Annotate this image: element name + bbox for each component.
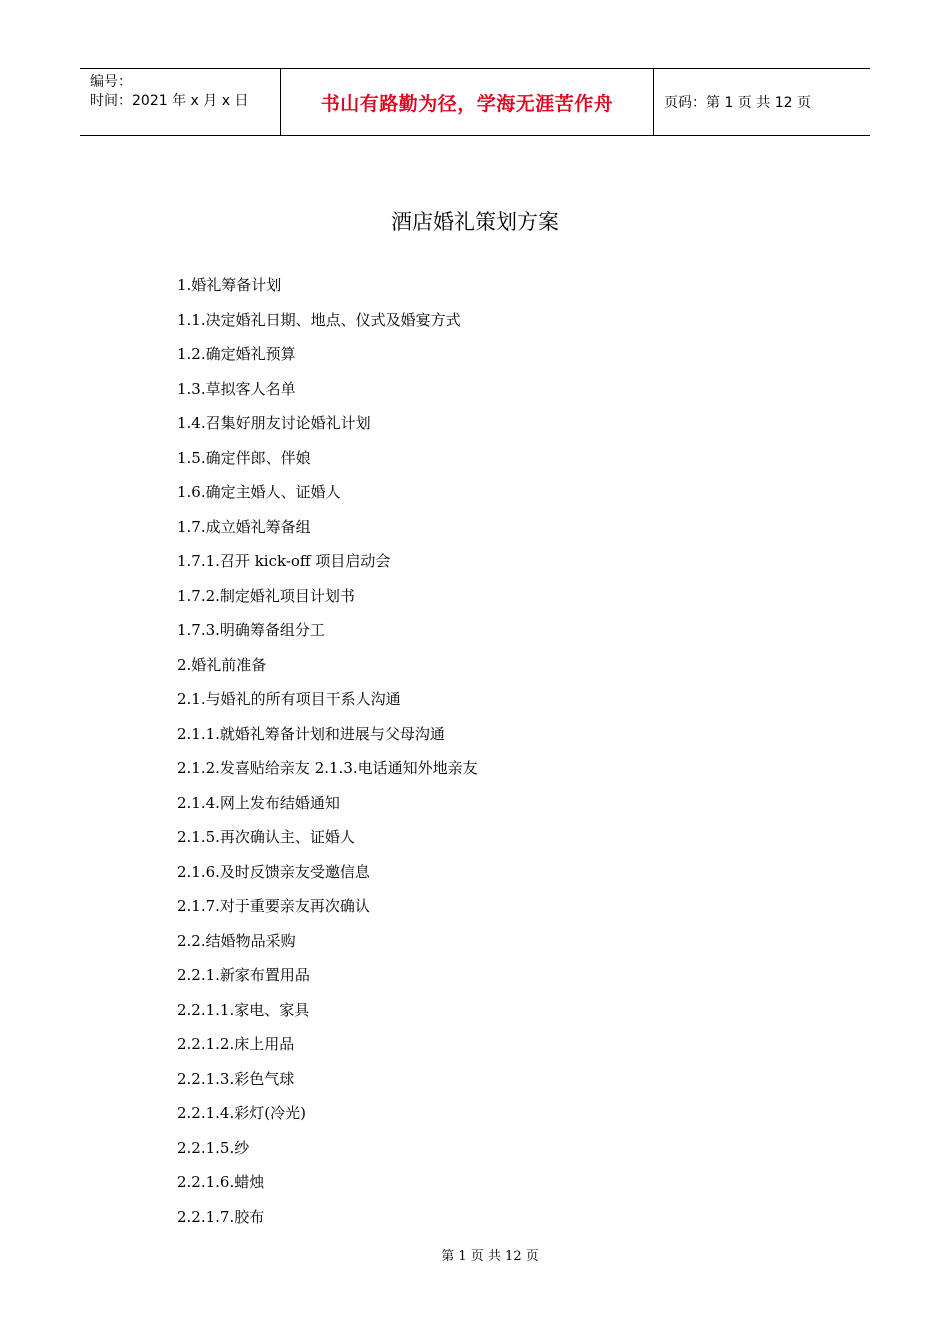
list-item: 1.7.1.召开 kick-off 项目启动会 bbox=[177, 552, 391, 570]
list-item: 2.婚礼前准备 bbox=[177, 655, 267, 674]
header-page-info: 页码：第 1 页 共 12 页 bbox=[664, 95, 811, 111]
list-item: 1.7.3.明确筹备组分工 bbox=[177, 621, 325, 639]
list-item: 2.1.6.及时反馈亲友受邀信息 bbox=[177, 862, 370, 881]
list-item: 2.1.4.网上发布结婚通知 bbox=[177, 793, 340, 812]
list-item: 2.2.1.6.蜡烛 bbox=[177, 1173, 265, 1191]
list-item: 1.3.草拟客人名单 bbox=[177, 379, 296, 398]
document-title: 酒店婚礼策划方案 bbox=[391, 210, 559, 234]
list-item: 2.2.1.4.彩灯(冷光) bbox=[177, 1104, 306, 1122]
list-item: 2.2.1.2.床上用品 bbox=[177, 1035, 295, 1053]
list-item: 1.7.2.制定婚礼项目计划书 bbox=[177, 586, 355, 605]
list-item: 2.1.与婚礼的所有项目干系人沟通 bbox=[177, 690, 401, 708]
list-item: 2.1.7.对于重要亲友再次确认 bbox=[177, 897, 370, 915]
time-label: 时间：2021 年 x 月 x 日 bbox=[90, 93, 249, 109]
list-item: 2.1.1.就婚礼筹备计划和进展与父母沟通 bbox=[177, 724, 445, 743]
list-item: 1.4.召集好朋友讨论婚礼计划 bbox=[177, 414, 371, 432]
list-item: 1.7.成立婚礼筹备组 bbox=[177, 517, 311, 536]
list-item: 2.1.2.发喜贴给亲友 2.1.3.电话通知外地亲友 bbox=[177, 759, 478, 777]
number-label: 编号： bbox=[90, 74, 132, 90]
list-item: 2.1.5.再次确认主、证婚人 bbox=[177, 828, 355, 846]
list-item: 1.1.决定婚礼日期、地点、仪式及婚宴方式 bbox=[177, 310, 461, 329]
list-item: 2.2.1.7.胶布 bbox=[177, 1207, 265, 1226]
list-item: 2.2.1.3.彩色气球 bbox=[177, 1069, 295, 1088]
outline-list bbox=[177, 272, 478, 1238]
list-item: 2.2.1.1.家电、家具 bbox=[177, 1000, 310, 1019]
list-item: 2.2.1.5.纱 bbox=[177, 1138, 250, 1157]
list-item: 2.2.结婚物品采购 bbox=[177, 931, 296, 950]
list-item: 1.婚礼筹备计划 bbox=[177, 276, 282, 294]
page-header bbox=[80, 68, 870, 136]
list-item: 2.2.1.新家布置用品 bbox=[177, 966, 310, 984]
list-item: 1.5.确定伴郎、伴娘 bbox=[177, 448, 311, 467]
page-footer: 第 1 页 共 12 页 bbox=[441, 1249, 539, 1264]
header-meta-cell bbox=[80, 69, 281, 135]
list-item: 1.6.确定主婚人、证婚人 bbox=[177, 483, 341, 501]
header-motto: 书山有路勤为径，学海无涯苦作舟 bbox=[281, 69, 654, 135]
list-item: 1.2.确定婚礼预算 bbox=[177, 345, 296, 363]
